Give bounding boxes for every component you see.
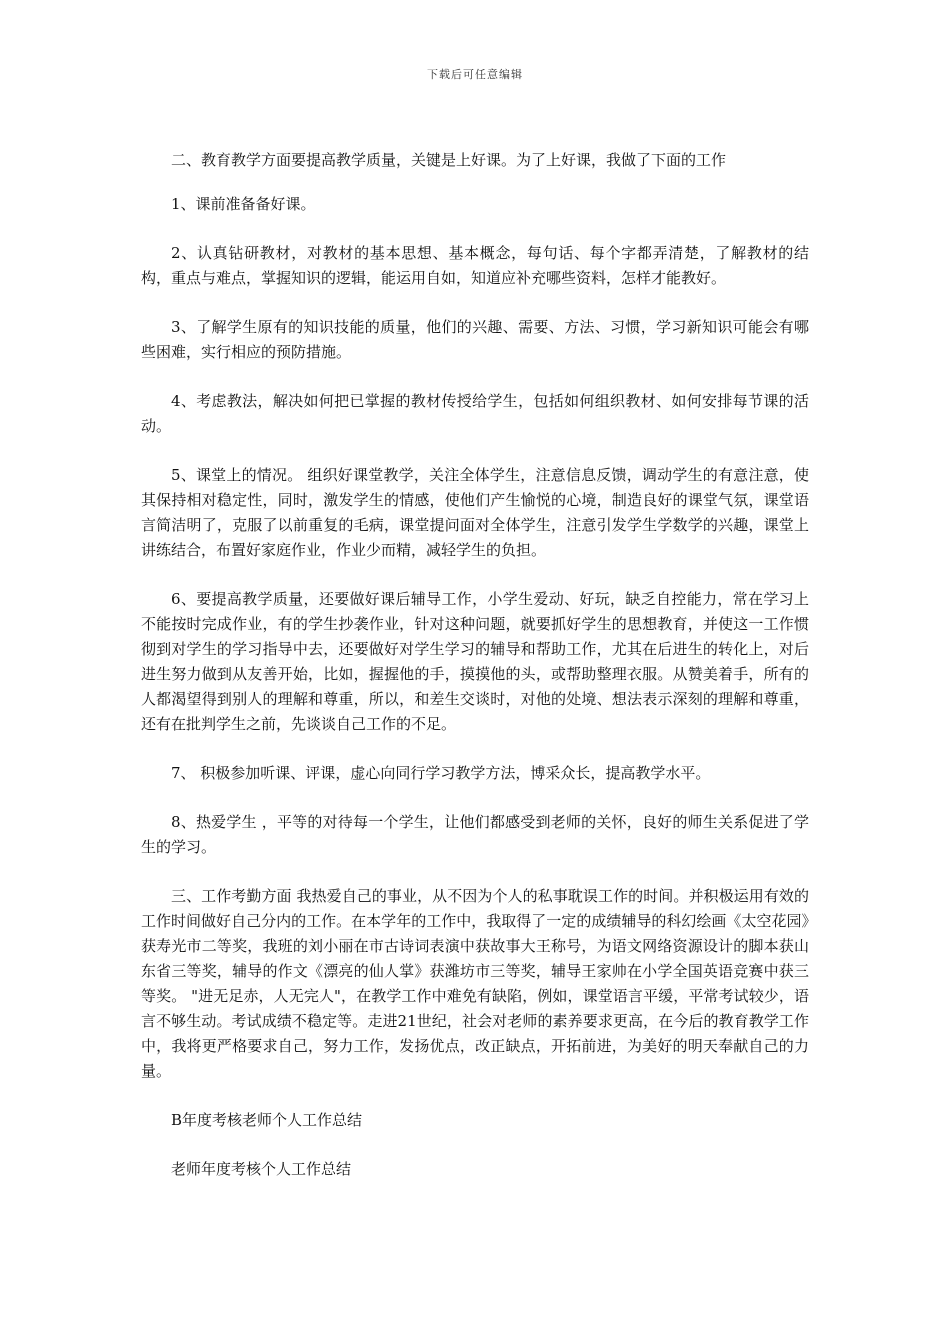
title-b-annual-review: B年度考核老师个人工作总结 bbox=[171, 1111, 363, 1129]
section-attendance: 三、工作考勤方面 我热爱自己的事业，从不因为个人的私事耽误工作的时间。并积极运用有效的工作时间做好自己分内的工作。在本学年的工作中，我取得了一定的成绩辅导的科幻绘画《太空花园》获寿光市二等奖，我班的刘小丽在市古诗词表演中获故事大王称号，为语文网络资源设计的脚本获山东省三等奖，辅导的作文《漂亮的仙人掌》获潍坊市三等奖，辅导王家帅在小学全国英语竞赛中获三等奖。 "进无足赤，人无完人"，在教学工作中难免有缺陷，例如，课堂语言平缓，平常考试较少，语言不够生动。考试成绩不稳定等。走进21世纪，社会对老师的素养要求更高，在今后的教育教学工作中，我将更严格要求自己，努力工作，发扬优点，改正缺点，开拓前进，为美好的明天奉献自己的力量。 bbox=[141, 887, 809, 1080]
title-annual-review: 老师年度考核个人工作总结 bbox=[171, 1160, 352, 1178]
paragraph-item-1: 1、课前准备备好课。 bbox=[171, 195, 316, 213]
section-heading-teaching: 二、教育教学方面要提高教学质量，关键是上好课。为了上好课，我做了下面的工作 bbox=[171, 151, 727, 169]
paragraph-item-7: 7、 积极参加听课、评课，虚心向同行学习教学方法，博采众长，提高教学水平。 bbox=[171, 764, 711, 782]
paragraph-item-5: 5、课堂上的情况。 组织好课堂教学，关注全体学生，注意信息反馈，调动学生的有意注意，使其保持相对稳定性，同时，激发学生的情感，使他们产生愉悦的心境，制造良好的课堂气氛，课堂语言简洁明了，克服了以前重复的毛病，课堂提问面对全体学生，注意引发学生学数学的兴趣，课堂上讲练结合，布置好家庭作业，作业少而精，减轻学生的负担。 bbox=[141, 466, 809, 559]
document-body bbox=[141, 148, 809, 1206]
paragraph-item-2: 2、认真钻研教材，对教材的基本思想、基本概念，每句话、每个字都弄清楚，了解教材的结构，重点与难点，掌握知识的逻辑，能运用自如，知道应补充哪些资料，怎样才能教好。 bbox=[141, 244, 809, 287]
paragraph-item-4: 4、考虑教法，解决如何把已掌握的教材传授给学生，包括如何组织教材、如何安排每节课的活动。 bbox=[141, 392, 809, 435]
page-header: 下载后可任意编辑 bbox=[427, 68, 523, 81]
paragraph-item-6: 6、要提高教学质量，还要做好课后辅导工作，小学生爱动、好玩，缺乏自控能力，常在学习上不能按时完成作业，有的学生抄袭作业，针对这种问题，就要抓好学生的思想教育，并使这一工作惯彻到对学生的学习指导中去，还要做好对学生学习的辅导和帮助工作，尤其在后进生的转化上，对后进生努力做到从友善开始，比如，握握他的手，摸摸他的头，或帮助整理衣服。从赞美着手，所有的人都渴望得到别人的理解和尊重，所以，和差生交谈时，对他的处境、想法表示深刻的理解和尊重，还有在批判学生之前，先谈谈自己工作的不足。 bbox=[141, 590, 809, 733]
paragraph-item-3: 3、了解学生原有的知识技能的质量，他们的兴趣、需要、方法、习惯，学习新知识可能会有哪些困难，实行相应的预防措施。 bbox=[141, 318, 809, 361]
paragraph-item-8: 8、热爱学生 ，平等的对待每一个学生，让他们都感受到老师的关怀，良好的师生关系促进了学生的学习。 bbox=[141, 813, 809, 856]
